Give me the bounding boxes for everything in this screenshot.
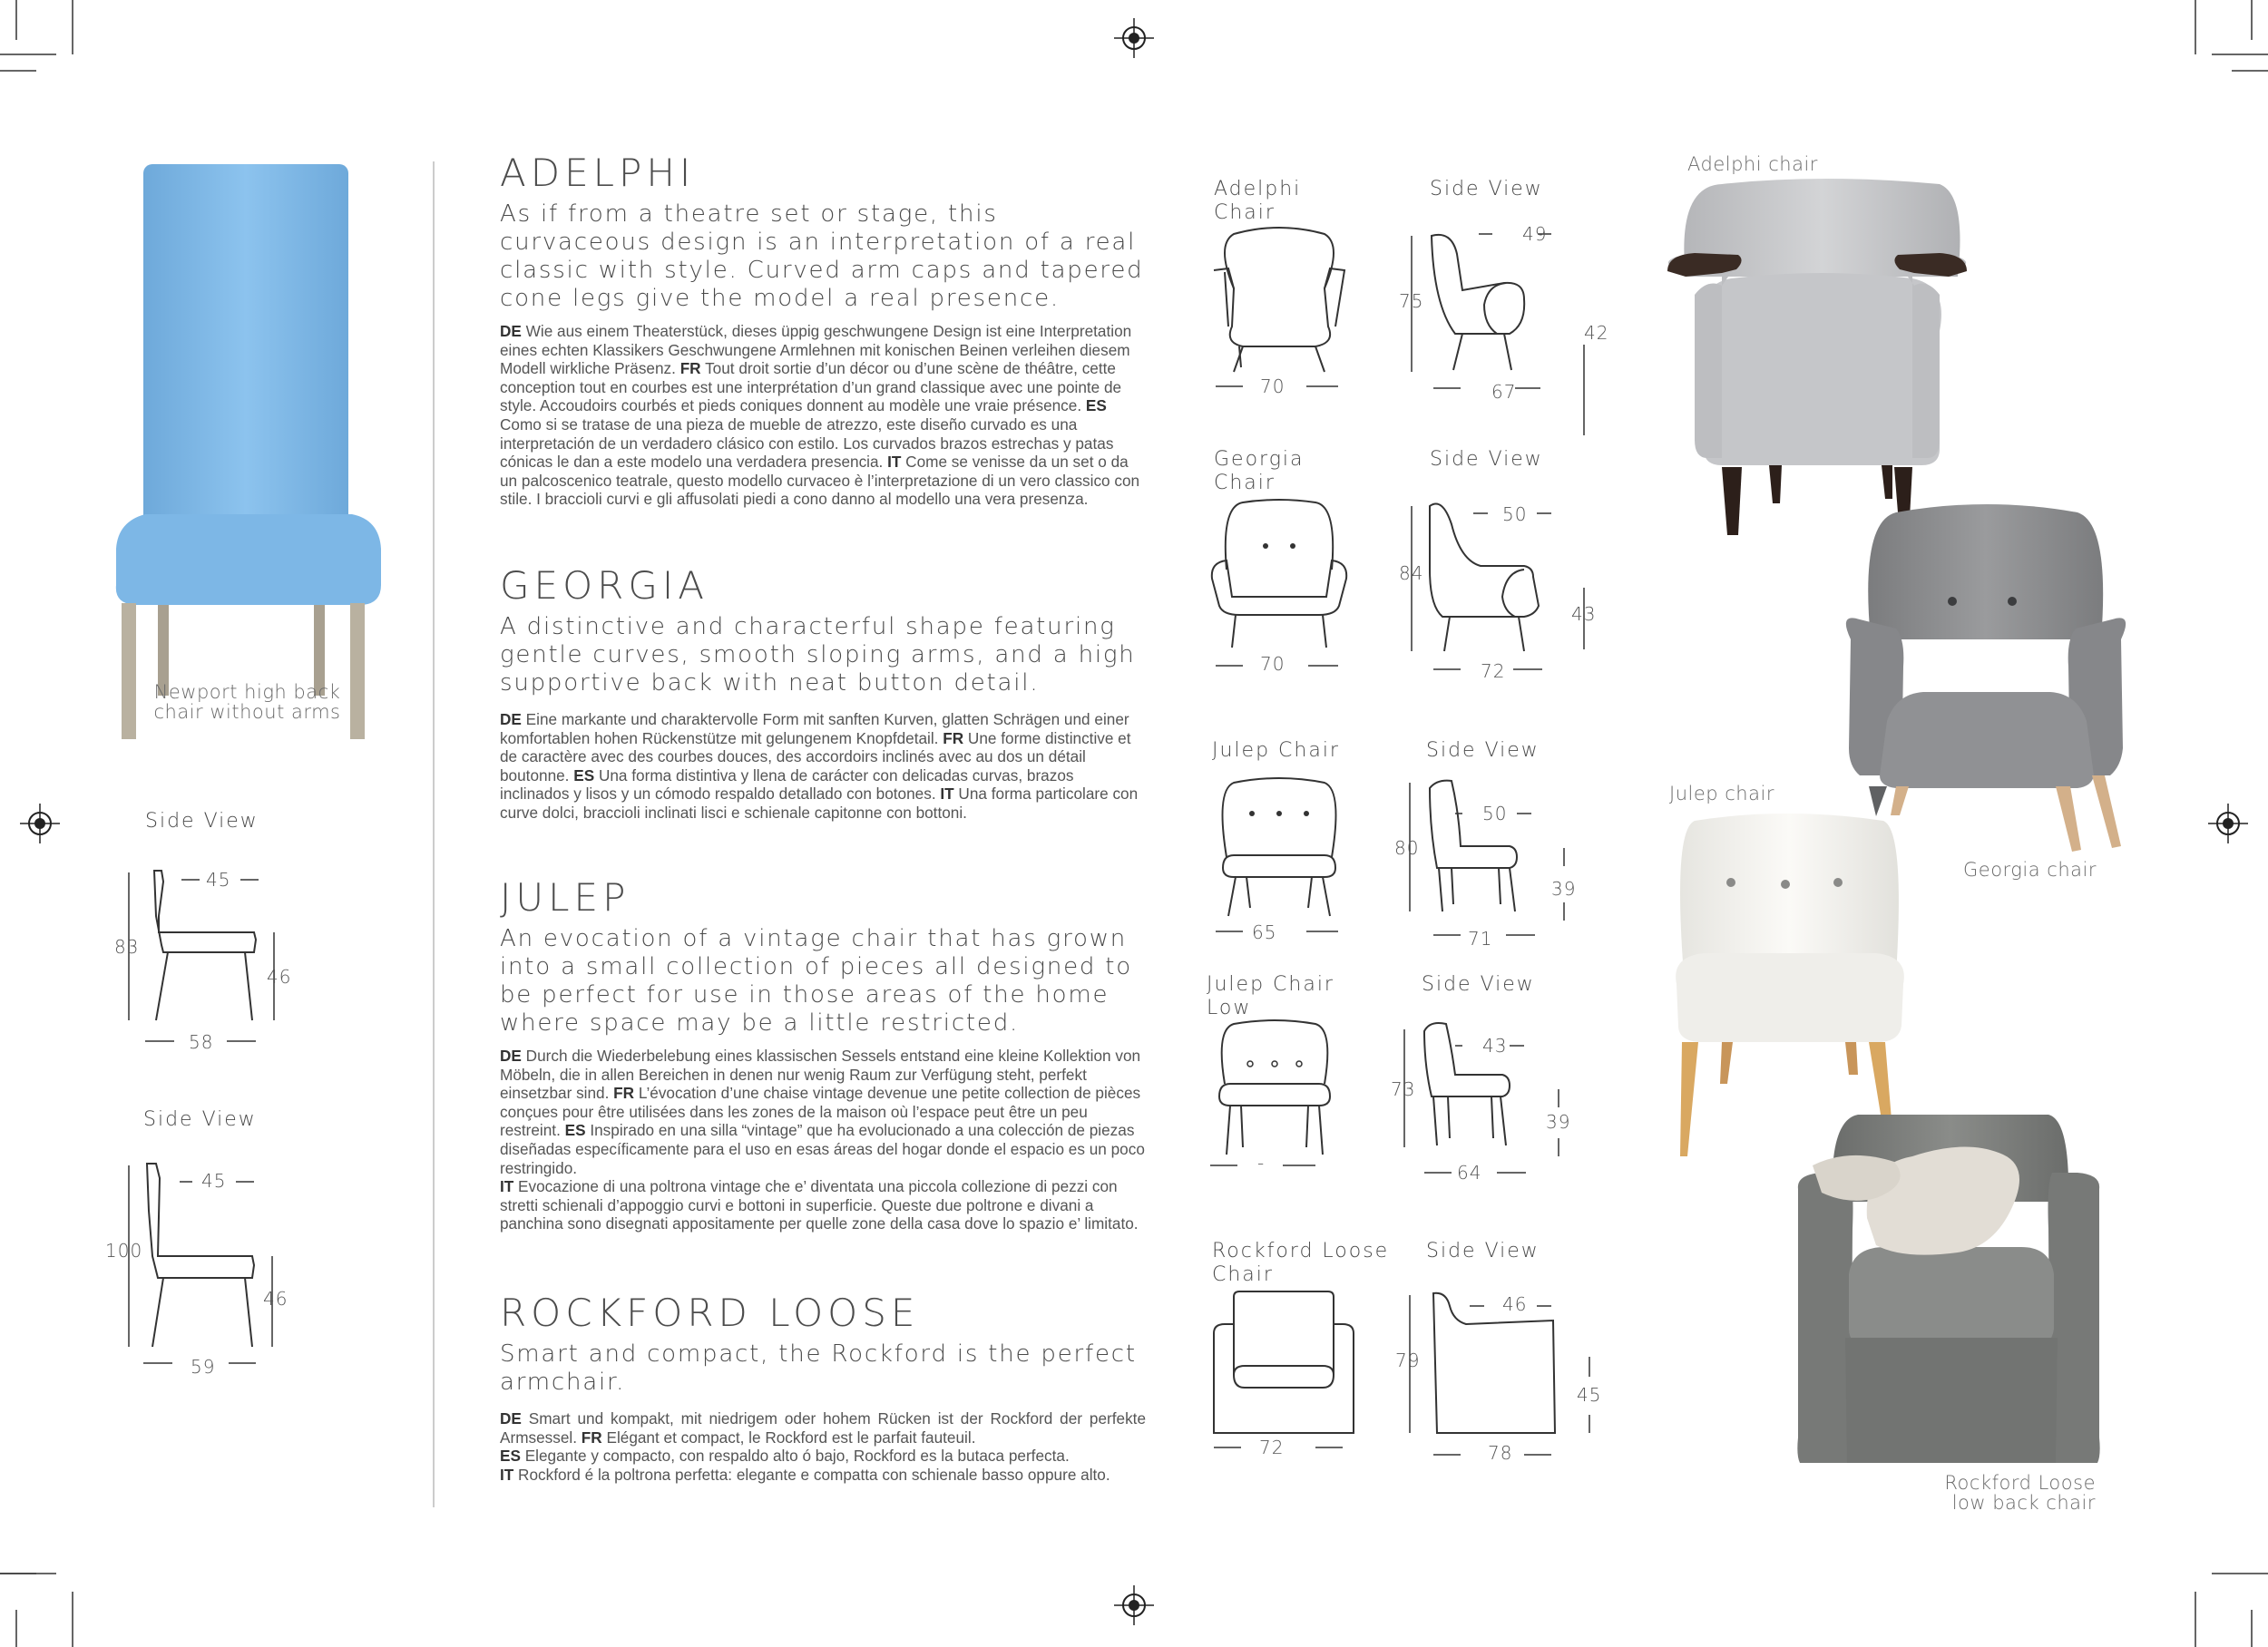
julep-side-depth: 50 (1482, 803, 1508, 824)
rockford-front-width: 72 (1259, 1437, 1285, 1458)
newport-side-1-depth: 45 (206, 869, 231, 891)
georgia-title: GEORGIA (500, 563, 709, 608)
registration-mark-top (1114, 18, 1154, 58)
julep-side-seat: 39 (1551, 878, 1577, 900)
adelphi-side-width: 67 (1491, 381, 1517, 403)
rockford-diagram-name: Rockford Loose Chair (1212, 1240, 1390, 1286)
georgia-diagram-name: Georgia Chair (1214, 448, 1305, 494)
adelphi-front-diagram (1207, 227, 1352, 399)
georgia-section (500, 563, 1146, 823)
julep-low-side-seat: 39 (1546, 1111, 1571, 1133)
julep-side-height: 80 (1394, 837, 1420, 859)
adelphi-side-depth: 49 (1522, 223, 1548, 245)
rockford-section (500, 1291, 1146, 1484)
rockford-side-view-label: Side View (1426, 1240, 1540, 1262)
newport-side-1-seat: 46 (267, 966, 292, 988)
adelphi-front-width: 70 (1260, 375, 1286, 397)
julep-side-view-label: Side View (1426, 739, 1540, 762)
georgia-side-view-label: Side View (1430, 448, 1543, 471)
rockford-side-depth: 46 (1502, 1293, 1528, 1315)
julep-section (500, 875, 1146, 1233)
adelphi-side-height: 75 (1399, 290, 1424, 312)
julep-side-width: 71 (1468, 928, 1493, 950)
julep-diagram-name: Julep Chair (1212, 739, 1340, 762)
adelphi-diagram-name: Adelphi Chair (1214, 178, 1302, 224)
julep-low-front-width: - (1257, 1152, 1266, 1174)
julep-photo-caption: Julep chair (1669, 783, 1774, 804)
newport-chair-photo (109, 159, 390, 739)
adelphi-section (500, 151, 1146, 509)
rockford-translations: DE Smart und kompakt, mit niedrigem oder hohem Rücken ist der Rockford der perfekte Armsessel. FR Elégant et compact, le Rockford est le parfait fauteuil. ES Elegante y compacto, con respaldo alto ó bajo, Rockford es la butaca perfecta. IT Rockford é la poltrona perfetta: elegante e compatta con schienale basso oppure alto. (500, 1409, 1146, 1484)
georgia-translations: DE Eine markante und charaktervolle Form mit sanften Kurven, glatten Schrägen und einer komfortablen hohen Rückenstütze mit gelungenem Knopfdetail. FR Une forme distinctive et de caractère avec des courbes douces, des accordoirs inclinés avec au dos un détail boutonne. ES Una forma distintiva y llena de carácter con delicadas curvas, brazos inclinados y lisos y un cómodo respaldo detallado con botones. IT Una forma particolare con curve dolci, braccioli inclinati lisci e schienale capitonne con bottoni. (500, 710, 1139, 822)
rockford-side-seat: 45 (1577, 1384, 1602, 1406)
newport-side-1-height: 83 (114, 936, 140, 958)
rockford-photo-caption: Rockford Loose low back chair (1944, 1472, 2096, 1514)
georgia-front-diagram (1207, 497, 1352, 678)
rockford-lead: Smart and compact, the Rockford is the perfect armchair. (500, 1340, 1137, 1396)
adelphi-photo-caption: Adelphi chair (1687, 153, 1818, 175)
rockford-chair-photo (1794, 1111, 2103, 1465)
rockford-side-height: 79 (1395, 1350, 1421, 1371)
newport-side-2-seat: 46 (263, 1288, 288, 1310)
registration-mark-left (20, 804, 60, 843)
georgia-side-seat: 43 (1571, 603, 1597, 625)
georgia-photo-caption: Georgia chair (1963, 859, 2097, 881)
adelphi-side-diagram (1397, 218, 1609, 435)
julep-low-side-width: 64 (1457, 1162, 1482, 1184)
adelphi-side-view-label: Side View (1430, 178, 1543, 200)
julep-low-diagram-name: Julep Chair Low (1207, 973, 1334, 1019)
julep-low-side-height: 73 (1391, 1078, 1416, 1100)
georgia-side-width: 72 (1481, 660, 1506, 682)
registration-mark-right (2208, 804, 2248, 843)
georgia-chair-photo (1833, 503, 2132, 857)
adelphi-translations: DE Wie aus einem Theaterstück, dieses üppig geschwungene Design ist eine Interpretation eines echten Klassikers Geschwungene Armlehnen mit konischen Beinen verleihen diesem Modell wirkliche Präsenz. FR Tout droit sortie d’un décor ou d’une scène de théâtre, cette conception tout en courbes est une interprétation d’un grand classique avec une pointe de style. Accoudoirs courbés et pieds coniques donnent au modèle une vraie présence. ES Como si se tratase de una pieza de mueble de atrezzo, este diseño curvado es una interpretación de un verdadero clásico con estilo. Los curvados brazos estrechas y patas cónicas le dan a este modelo una verdadera presencia. IT Come se venisse da un set o da un palcoscenico teatrale, questo modello curvaceo è l’interpretazione di un vero classico con stile. I braccioli curvi e gli affusolati piedi a cono danno al modello una vera presenza. (500, 322, 1140, 509)
julep-translations: DE Durch die Wiederbelebung eines klassischen Sessels entstand eine kleine Kollektion von Möbeln, die in allen Bereichen in denen nur wenig Raum zur Verfügung steht, perfekt einsetzbar sind. FR L’évocation d’une chaise vintage devenue une petite collection de pièces conçues pour être utilisées dans les zones de la maison où l’espace peut être un peu restreint. ES Inspirado en una silla “vintage” que ha evolucionado a una colección de piezas diseñadas específicamente para el uso en esas áreas del hogar donde el espacio es un poco restringido. IT Evocazione di una poltrona vintage che e’ diventata una piccola collezione di pezzi con stretti schienali d’appoggio curvi e bottoni in superficie. Queste due poltrone e divani a panchina sono disegnati appositamente per quelle zone della casa dove lo spazio e’ limitato. (500, 1047, 1145, 1233)
julep-front-width: 65 (1252, 921, 1277, 943)
rockford-title: ROCKFORD LOOSE (500, 1291, 920, 1335)
georgia-side-depth: 50 (1502, 503, 1528, 525)
newport-caption: Newport high back chair without arms (153, 681, 341, 723)
julep-low-front-diagram (1207, 1020, 1352, 1184)
georgia-front-width: 70 (1260, 653, 1286, 675)
georgia-side-height: 84 (1399, 562, 1424, 584)
newport-side-2-height: 100 (105, 1240, 143, 1262)
newport-side-1-width: 58 (189, 1031, 214, 1053)
newport-side-2-depth: 45 (201, 1170, 227, 1192)
newport-side-view-label-1: Side View (145, 810, 259, 833)
julep-title: JULEP (500, 875, 631, 920)
georgia-lead: A distinctive and characterful shape featuring gentle curves, smooth sloping arms, and a high supportive back with neat button detail. (500, 613, 1136, 697)
adelphi-side-seat: 42 (1584, 322, 1609, 344)
rockford-front-diagram (1207, 1288, 1361, 1460)
rockford-side-width: 78 (1488, 1442, 1513, 1464)
julep-lead: An evocation of a vintage chair that has grown into a small collection of pieces all designed to be perfect for use in those areas of the home where space may be a little restricted. (500, 925, 1133, 1037)
adelphi-lead: As if from a theatre set or stage, this curvaceous design is an interpretation of a real classic with style. Curved arm caps and tapered cone legs give the model a real presence. (500, 200, 1144, 312)
adelphi-chair-photo (1667, 177, 1967, 540)
julep-front-diagram (1207, 775, 1352, 957)
newport-side-2-width: 59 (191, 1356, 216, 1378)
newport-side-view-label-2: Side View (143, 1108, 257, 1131)
julep-low-side-depth: 43 (1482, 1035, 1508, 1057)
registration-mark-bottom (1114, 1585, 1154, 1625)
adelphi-title: ADELPHI (500, 151, 696, 195)
julep-low-side-view-label: Side View (1422, 973, 1535, 996)
